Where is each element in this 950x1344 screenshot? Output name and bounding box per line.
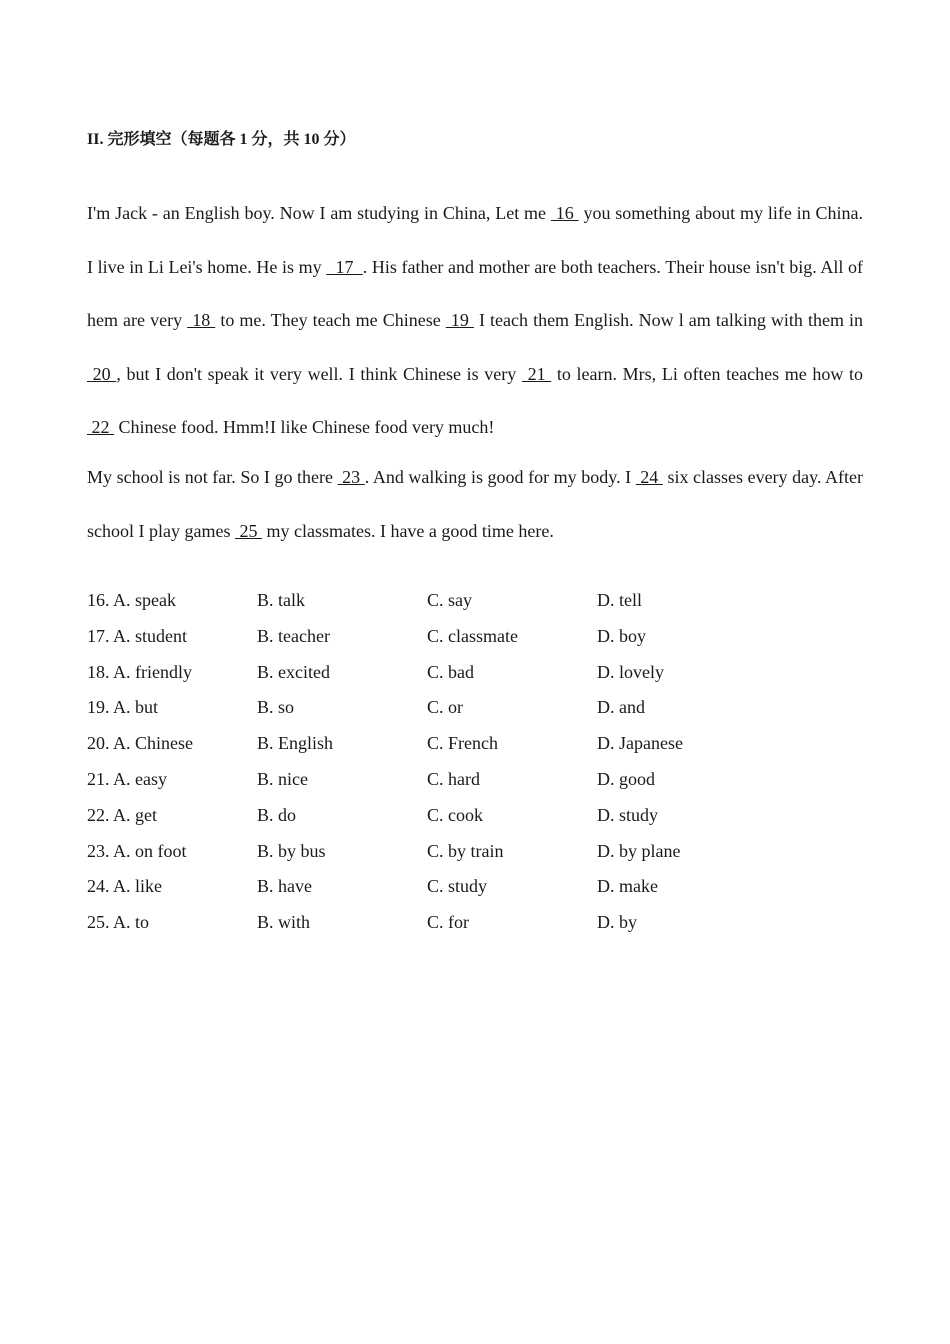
question-options-row: [87, 588, 863, 624]
answer-blank: 24: [635, 466, 663, 487]
option-a: 16. A. speak: [87, 590, 176, 610]
option-a: 24. A. like: [87, 876, 162, 897]
question-options-row: [87, 660, 863, 696]
answer-options: [87, 588, 863, 946]
question-options-row: [87, 695, 863, 731]
option-b: B. teacher: [257, 625, 330, 646]
section-title: II. 完形填空（每题各 1 分，共 10 分）: [87, 131, 356, 148]
answer-blank: 18: [187, 310, 216, 331]
option-d: D. and: [597, 697, 645, 718]
passage-text: . His father and mother are both teachers. Their house isn't big. All of hem are very: [87, 256, 864, 331]
option-a: 21. A. easy: [87, 768, 167, 789]
option-d: D. by plane: [597, 840, 681, 861]
option-a: 25. A. to: [87, 912, 150, 933]
answer-blank: 25: [234, 520, 262, 541]
passage-text: Chinese food. Hmm!I like Chinese food very much!: [114, 417, 495, 438]
option-d: D. good: [597, 768, 655, 789]
option-d: D. make: [597, 876, 658, 897]
answer-blank: 22: [87, 417, 114, 438]
option-d: D. lovely: [597, 661, 664, 682]
passage-text: six classes every day. After school I play games: [87, 466, 863, 541]
option-b: B. English: [257, 733, 334, 754]
option-c: C. hard: [427, 768, 480, 789]
answer-blank: 17: [326, 256, 363, 277]
option-a: 20. A. Chinese: [87, 733, 193, 754]
option-d: D. tell: [597, 590, 642, 610]
option-a: 23. A. on foot: [87, 840, 187, 861]
passage-text: to learn. Mrs, Li often teaches me how to: [551, 363, 864, 384]
question-options-row: [87, 803, 863, 839]
option-d: D. by: [597, 912, 637, 933]
question-options-row: [87, 624, 863, 660]
passage-text: you something about my life in China. I live in Li Lei's home. He is my: [87, 203, 864, 277]
passage-text: , but I don't speak it very well. I think Chinese is very: [116, 363, 522, 384]
option-b: B. by bus: [257, 840, 326, 861]
answer-blank: 19: [445, 310, 474, 331]
option-a: 22. A. get: [87, 804, 157, 825]
answer-blank: 23: [337, 466, 365, 487]
answer-blank: 16: [550, 203, 579, 223]
option-b: B. excited: [257, 661, 330, 682]
option-d: D. Japanese: [597, 733, 683, 754]
passage-paragraph-1: [87, 187, 863, 455]
passage-text: My school is not far. So I go there: [87, 466, 338, 487]
option-c: C. French: [427, 733, 498, 754]
option-d: D. boy: [597, 625, 646, 646]
option-c: C. bad: [427, 661, 474, 682]
passage-text: I'm Jack - an English boy. Now I am studying in China, Let me: [87, 203, 551, 223]
option-a: 18. A. friendly: [87, 661, 192, 682]
passage-text: I teach them English. Now l am talking with them in: [473, 310, 864, 331]
option-a: 19. A. but: [87, 697, 159, 718]
option-b: B. with: [257, 912, 311, 933]
answer-blank: 20: [87, 363, 117, 384]
question-options-row: [87, 731, 863, 767]
cloze-passage: [87, 187, 863, 562]
option-c: C. study: [427, 876, 488, 897]
passage-text: . And walking is good for my body. I: [364, 466, 636, 487]
option-b: B. talk: [257, 590, 305, 610]
question-options-row: [87, 874, 863, 910]
option-c: C. by train: [427, 840, 504, 861]
option-b: B. nice: [257, 768, 308, 789]
passage-paragraph-2: [87, 451, 863, 558]
option-b: B. do: [257, 804, 297, 825]
question-options-row: [87, 839, 863, 875]
option-b: B. have: [257, 876, 312, 897]
option-a: 17. A. student: [87, 625, 188, 646]
option-c: C. or: [427, 697, 463, 718]
option-d: D. study: [597, 804, 659, 825]
option-c: C. for: [427, 912, 469, 933]
option-b: B. so: [257, 697, 295, 718]
question-options-row: [87, 910, 863, 946]
option-c: C. cook: [427, 804, 483, 825]
option-c: C. say: [427, 590, 472, 610]
question-options-row: [87, 767, 863, 803]
answer-blank: 21: [521, 363, 552, 384]
option-c: C. classmate: [427, 625, 518, 646]
passage-text: to me. They teach me Chinese: [215, 310, 446, 331]
passage-text: my classmates. I have a good time here.: [261, 520, 554, 541]
